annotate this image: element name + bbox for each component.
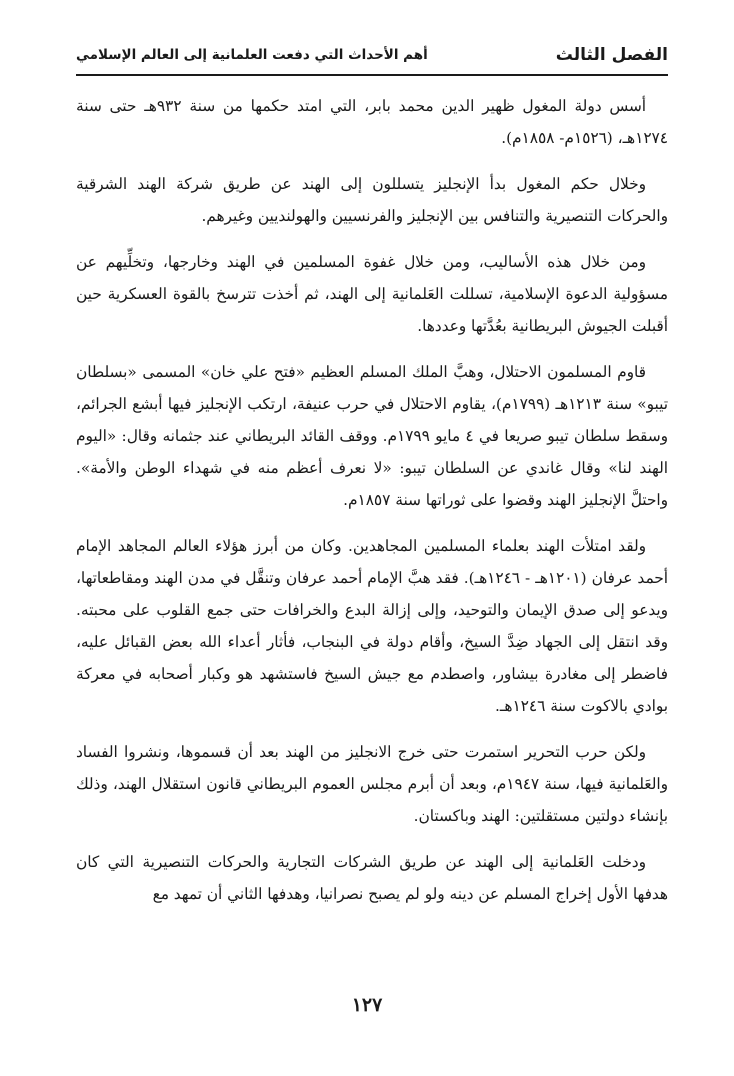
paragraph: ومن خلال هذه الأساليب، ومن خلال غفوة المسلمين في الهند وخارجها، وتخلِّيهم عن مسؤولية الدعوة الإسلامية، تسللت العَلمانية إلى الهند، ثم أخذت تترسخ بالقوة العسكرية حين أقبلت الجيوش البريطانية بعُدَّتها وعددها.	[76, 253, 668, 335]
paragraph: ولكن حرب التحرير استمرت حتى خرج الانجليز من الهند بعد أن قسموها، ونشروا الفساد والعَلمانية فيها، سنة ١٩٤٧م، وبعد أن أبرم مجلس العموم البريطاني قانون استقلال الهند، وذلك بإنشاء دولتين مستقلتين: الهند وباكستان.	[76, 743, 668, 825]
running-header	[76, 40, 668, 76]
paragraph: وخلال حكم المغول بدأ الإنجليز يتسللون إلى الهند عن طريق شركة الهند الشرقية والحركات التنصيرية والتنافس بين الإنجليز والفرنسيين والهولنديين وغيرهم.	[76, 175, 668, 225]
paragraph: أسس دولة المغول ظهير الدين محمد بابر، التي امتد حكمها من سنة ٩٣٢هـ حتى سنة ١٢٧٤هـ، (١٥٢٦م- ١٨٥٨م).	[76, 97, 668, 147]
page-number: ١٢٧	[351, 994, 383, 1016]
running-title: أهم الأحداث التي دفعت العلمانية إلى العالم الإسلامي	[76, 47, 428, 63]
paragraph: قاوم المسلمون الاحتلال، وهبَّ الملك المسلم العظيم «فتح علي خان» المسمى «بسلطان تيبو» سنة ١٢١٣هـ (١٧٩٩م)، يقاوم الاحتلال في حرب عنيفة، ارتكب الإنجليز فيها أبشع الجرائم، وسقط سلطان تيبو صريعا في ٤ مايو ١٧٩٩م. ووقف القائد البريطاني عند جثمانه وقال: «اليوم الهند لنا» وقال غاندي عن السلطان تيبو: «لا نعرف أعظم منه في شهداء الوطن والأمة». واحتلَّ الإنجليز الهند وقضوا على ثوراتها سنة ١٨٥٧م.	[76, 363, 668, 509]
body-text	[76, 90, 668, 966]
paragraph: ودخلت العَلمانية إلى الهند عن طريق الشركات التجارية والحركات التنصيرية التي كان هدفها الأول إخراج المسلم عن دينه ولو لم يصبح نصرانيا، وهدفها الثاني أن تمهد مع	[76, 853, 668, 903]
chapter-label: الفصل الثالث	[555, 45, 668, 65]
paragraph: ولقد امتلأت الهند بعلماء المسلمين المجاهدين. وكان من أبرز هؤلاء العالم المجاهد الإمام أحمد عرفان (١٢٠١هـ - ١٢٤٦هـ). فقد هبَّ الإمام أحمد عرفان وتنقَّل في مدن الهند ومقاطعاتها، ويدعو إلى صدق الإيمان والتوحيد، وإلى إزالة البدع والخرافات حتى جمع القلوب على محبته. وقد انتقل إلى الجهاد ضِدَّ السيخ، وأقام دولة في البنجاب، فأثار أعداء الله بعض القبائل عليه، فاضطر إلى مغادرة بيشاور، واصطدم مع جيش السيخ فاستشهد هو وكبار أصحابه في معركة بوادي بالاكوت سنة ١٢٤٦هـ.	[76, 537, 668, 715]
